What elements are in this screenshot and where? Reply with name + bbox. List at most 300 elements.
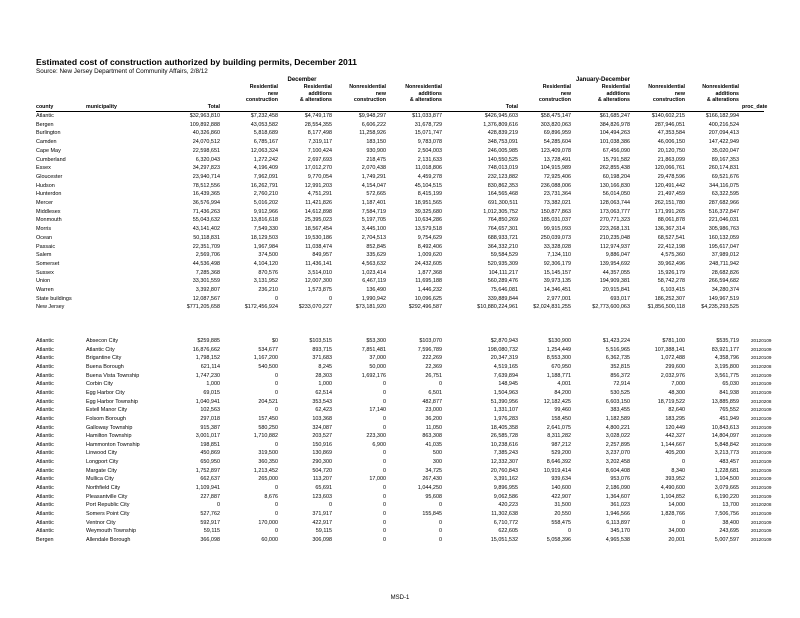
cell-ytd-res-new: 8,311,282 [547, 433, 571, 440]
cell-nonres-add: 9,754,629 [417, 234, 442, 241]
cell-total: 43,141,402 [192, 226, 220, 233]
cell-res-add: 11,038,474 [305, 243, 332, 250]
county-row [0, 121, 800, 129]
county-row [0, 182, 800, 190]
cell-ytd-nonres-add: 149,967,519 [708, 295, 739, 302]
cell-ytd-res-new: 158,450 [551, 415, 571, 422]
cell-total: 1,798,152 [195, 355, 220, 362]
cell-ytd-nonres-new: 262,151,780 [654, 200, 685, 206]
cell-ytd-res-new: 99,460 [554, 407, 571, 414]
cell-total: 1,000 [206, 381, 220, 388]
cell-ytd-res-new: 23,731,364 [543, 191, 571, 198]
col-nonres-new: Nonresidential new construction [349, 84, 386, 104]
page-footer: MSD-1 [390, 595, 410, 601]
cell-res-new: 43,053,582 [250, 121, 278, 128]
cell-nonres-new: 0 [382, 502, 386, 509]
cell-ytd-res-new: 69,896,959 [543, 130, 571, 137]
cell-nonres-new: 0 [382, 519, 386, 526]
cell-ytd-nonres-add: 287,682,966 [708, 200, 739, 206]
cell-county: Atlantic [36, 528, 54, 535]
cell-ytd-nonres-new: 20,120,750 [657, 147, 685, 154]
cell-res-add: 113,207 [312, 476, 332, 483]
cell-nonres-add: 18,951,565 [414, 200, 442, 206]
cell-proc-date: 20120109 [751, 415, 772, 421]
cell-ytd-res-add: 72,914 [613, 381, 630, 388]
county-row [0, 286, 800, 294]
cell-nonres-add: 13,579,518 [414, 226, 442, 233]
cell-ytd-total: 12,332,307 [490, 459, 518, 466]
county-row [0, 173, 800, 181]
county-row [0, 251, 800, 259]
municipality-row [0, 467, 800, 475]
cell-nonres-add: 10,634,286 [414, 217, 442, 224]
cell-res-add: 17,012,270 [304, 165, 332, 172]
cell-ytd-nonres-add: 28,682,826 [711, 269, 739, 276]
cell-res-new: 0 [274, 485, 278, 492]
cell-ytd-res-add: 112,974,937 [600, 243, 630, 250]
cell-ytd-res-new: 84,200 [554, 389, 571, 396]
cell-ytd-res-new: 92,306,179 [543, 260, 571, 267]
cell-ytd-total: 26,585,728 [490, 433, 518, 440]
cell-nonres-new: 6,467,119 [362, 278, 386, 285]
cell-total: 198,851 [200, 441, 220, 448]
cell-nonres-add: 34,725 [425, 467, 442, 474]
cell-res-new: 204,521 [258, 398, 278, 405]
cell-proc-date: 20120109 [751, 433, 772, 439]
cell-nonres-add: 0 [438, 528, 442, 535]
cell-total: 24,070,512 [192, 139, 220, 146]
cell-ytd-res-add: $61,685,247 [599, 113, 630, 119]
cell-ytd-nonres-add: 483,457 [719, 459, 739, 466]
cell-ytd-nonres-new: 120,066,761 [654, 165, 685, 172]
cell-nonres-add: 22,369 [425, 363, 442, 370]
cell-ytd-res-add: 2,186,090 [605, 485, 630, 492]
cell-county: State buildings [36, 295, 72, 302]
cell-proc-date: 20120109 [751, 424, 772, 430]
cell-nonres-new: 6,606,222 [361, 121, 386, 128]
cell-res-new: 1,967,984 [253, 243, 278, 250]
cell-ytd-total: 764,657,301 [487, 226, 518, 233]
cell-county: Atlantic [36, 346, 54, 353]
cell-ytd-nonres-add: 34,280,374 [711, 287, 739, 293]
cell-ytd-nonres-add: 83,921,177 [711, 346, 739, 353]
cell-nonres-new: 5,197,705 [361, 217, 386, 224]
cell-ytd-res-add: 5,516,965 [605, 346, 630, 353]
cell-proc-date: 20120109 [751, 459, 772, 465]
cell-nonres-new: $9,948,297 [358, 113, 386, 119]
cell-ytd-res-add: 128,063,744 [599, 200, 630, 206]
municipality-row [0, 337, 800, 345]
cell-nonres-new: 930,900 [366, 147, 386, 154]
cell-ytd-res-add: 3,028,022 [605, 433, 630, 440]
cell-ytd-res-add: 361,023 [610, 502, 630, 509]
cell-res-new: 1,167,200 [253, 355, 278, 362]
cell-nonres-add: 0 [438, 519, 442, 526]
cell-res-new: 0 [274, 511, 278, 517]
cell-total: 69,015 [203, 389, 220, 396]
cell-ytd-total: 364,332,210 [487, 243, 518, 250]
cell-nonres-new: 37,000 [369, 355, 386, 362]
cell-nonres-add: 155,845 [422, 511, 442, 517]
cell-ytd-res-new: 54,285,604 [543, 139, 571, 146]
cell-municipality: Hamilton Township [86, 433, 132, 440]
cell-ytd-res-add: $1,423,224 [602, 338, 630, 344]
cell-total: 71,436,263 [192, 208, 220, 215]
cell-ytd-total: 148,945 [498, 381, 518, 388]
cell-nonres-new: $53,300 [366, 338, 386, 344]
cell-nonres-add: 95,608 [425, 493, 442, 500]
cell-ytd-nonres-new: 39,962,496 [657, 260, 685, 267]
cell-res-new: 0 [274, 389, 278, 396]
cell-nonres-new: 0 [382, 398, 386, 405]
cell-res-add: 353,543 [312, 398, 332, 405]
cell-ytd-res-new: 422,907 [551, 493, 571, 500]
cell-ytd-total: 348,753,091 [487, 139, 518, 146]
cell-ytd-total: 9,062,586 [493, 493, 518, 500]
cell-ytd-res-new: 558,475 [551, 519, 571, 526]
municipality-row [0, 415, 800, 423]
cell-ytd-res-add: 6,603,150 [605, 398, 630, 405]
cell-ytd-res-new: 1,254,449 [546, 346, 571, 353]
cell-ytd-nonres-add: 63,322,595 [711, 191, 739, 198]
cell-proc-date: 20120109 [751, 346, 772, 352]
cell-ytd-total: $10,880,224,961 [477, 304, 518, 311]
cell-ytd-nonres-add: 243,695 [719, 528, 739, 535]
cell-res-new: 8,676 [264, 493, 278, 500]
cell-nonres-new: 1,749,291 [361, 173, 386, 180]
cell-ytd-res-add: 1,182,589 [605, 415, 630, 422]
cell-nonres-new: 136,490 [366, 287, 386, 293]
cell-ytd-nonres-add: $4,235,293,525 [701, 304, 739, 311]
cell-municipality: Egg Harbor City [86, 389, 125, 396]
cell-nonres-new: 1,990,942 [361, 295, 386, 302]
cell-nonres-add: 8,492,406 [417, 243, 442, 250]
cell-res-add: 1,000 [318, 381, 332, 388]
cell-total: 22,598,651 [192, 147, 220, 154]
cell-ytd-nonres-add: 5,007,597 [714, 536, 739, 543]
cell-ytd-nonres-new: 120,491,442 [654, 182, 685, 189]
cell-res-add: 19,530,186 [304, 234, 332, 241]
municipality-row [0, 363, 800, 371]
cell-ytd-res-new: 33,328,028 [543, 243, 571, 250]
cell-ytd-res-add: 101,038,386 [599, 139, 630, 146]
cell-ytd-res-new: 39,973,135 [543, 278, 571, 285]
cell-county: Ocean [36, 234, 53, 241]
cell-ytd-res-new: 1,188,771 [546, 372, 571, 379]
cell-ytd-res-add: 3,202,458 [605, 459, 630, 466]
cell-nonres-add: 267,430 [422, 476, 442, 483]
county-row [0, 243, 800, 251]
cell-res-add: $4,749,178 [304, 113, 332, 119]
cell-county: Atlantic [36, 450, 54, 457]
cell-ytd-total: 764,850,269 [487, 217, 518, 224]
cell-total: $259,885 [197, 338, 220, 344]
cell-ytd-nonres-new: 4,490,600 [660, 485, 685, 492]
cell-res-new: 16,262,791 [250, 182, 278, 189]
cell-total: 34,297,823 [192, 165, 220, 172]
cell-nonres-add: 6,501 [428, 389, 442, 396]
cell-ytd-res-add: 1,364,607 [605, 493, 630, 500]
cell-county: Atlantic [36, 485, 54, 492]
cell-ytd-res-add: 130,166,830 [599, 182, 630, 189]
cell-total: 102,563 [200, 407, 220, 414]
cell-ytd-res-add: $2,773,600,063 [592, 304, 630, 311]
cell-ytd-nonres-add: 65,030 [722, 381, 739, 388]
cell-res-new: 7,962,091 [253, 173, 278, 180]
cell-ytd-nonres-new: 21,863,099 [657, 156, 685, 163]
col-res-add: Residential additions & alterations [299, 84, 332, 104]
cell-county: Cumberland [36, 156, 66, 163]
cell-ytd-nonres-add: 69,521,676 [711, 173, 739, 180]
cell-total: 527,762 [200, 511, 220, 517]
cell-ytd-nonres-add: 3,195,800 [714, 363, 739, 370]
cell-nonres-add: 1,009,620 [417, 252, 442, 259]
cell-ytd-res-new: 2,641,075 [546, 424, 571, 431]
cell-county: Sussex [36, 269, 54, 276]
cell-ytd-total: 75,646,081 [490, 287, 518, 293]
cell-ytd-res-new: $130,900 [548, 338, 571, 344]
cell-res-new: 5,016,202 [253, 200, 278, 206]
cell-ytd-res-add: 139,954,692 [599, 260, 630, 267]
cell-ytd-nonres-new: 34,000 [668, 528, 685, 535]
cell-municipality: Absecon City [86, 338, 119, 344]
municipality-row [0, 346, 800, 354]
cell-ytd-nonres-new: 82,640 [668, 407, 685, 414]
cell-total: $32,963,810 [189, 113, 220, 119]
cell-ytd-nonres-add: 221,046,031 [708, 217, 739, 224]
cell-total: 16,439,365 [192, 191, 220, 198]
cell-ytd-res-add: 4,965,538 [605, 536, 630, 543]
cell-nonres-add: 8,415,199 [417, 191, 442, 198]
cell-nonres-add: 482,877 [422, 398, 442, 405]
cell-ytd-nonres-add: 10,843,613 [711, 424, 739, 431]
cell-nonres-add: 11,018,806 [415, 165, 442, 172]
cell-res-new: 7,549,330 [253, 226, 278, 233]
municipality-row [0, 380, 800, 388]
cell-ytd-nonres-add: 248,711,942 [709, 260, 739, 267]
cell-total: 3,392,807 [195, 287, 220, 293]
cell-res-new: 2,760,210 [253, 191, 278, 198]
cell-ytd-total: 1,012,305,752 [483, 208, 518, 215]
cell-total: 59,115 [203, 528, 220, 535]
cell-nonres-add: $292,496,587 [408, 304, 442, 311]
cell-county: Atlantic [36, 355, 54, 362]
cell-ytd-nonres-add: 37,989,012 [711, 252, 739, 259]
cell-ytd-res-new: 12,182,425 [543, 398, 571, 405]
col-nonres-add: Nonresidential additions & alterations [405, 84, 442, 104]
cell-county: Atlantic [36, 415, 54, 422]
cell-ytd-nonres-new: $781,100 [662, 338, 685, 344]
cell-res-add: 150,916 [312, 441, 332, 448]
cell-ytd-res-new: 8,553,300 [546, 355, 571, 362]
cell-nonres-new: 50,000 [369, 363, 386, 370]
cell-ytd-res-add: 44,357,055 [602, 269, 630, 276]
cell-res-add: 203,527 [312, 433, 332, 440]
cell-ytd-total: $2,870,943 [490, 338, 518, 344]
cell-nonres-new: 335,629 [366, 252, 386, 259]
cell-ytd-nonres-add: 4,358,796 [714, 355, 739, 362]
cell-ytd-nonres-add: 13,700 [722, 502, 739, 509]
cell-total: 662,637 [200, 476, 220, 483]
municipality-row [0, 458, 800, 466]
cell-ytd-nonres-add: 35,020,047 [711, 147, 739, 154]
cell-ytd-res-add: 270,771,323 [599, 217, 630, 224]
cell-ytd-res-new: 73,382,021 [543, 200, 571, 206]
cell-ytd-nonres-new: 21,497,459 [657, 191, 685, 198]
cell-ytd-nonres-new: 18,719,522 [657, 398, 685, 405]
county-row [0, 277, 800, 285]
cell-nonres-new: 218,475 [366, 156, 386, 163]
cell-res-new: 170,000 [258, 519, 278, 526]
cell-ytd-res-new: $58,475,147 [540, 113, 571, 119]
municipality-row [0, 389, 800, 397]
cell-res-new: 1,213,452 [253, 467, 278, 474]
cell-county: Cape May [36, 147, 61, 154]
cell-ytd-total: 622,605 [498, 528, 518, 535]
cell-ytd-total: 164,565,468 [487, 191, 518, 198]
cell-ytd-res-add: 3,237,070 [605, 450, 630, 457]
cell-ytd-res-add: 352,815 [610, 363, 630, 370]
cell-ytd-total: 20,760,843 [490, 467, 518, 474]
cell-ytd-res-add: 1,946,566 [605, 511, 630, 517]
cell-total: 227,887 [200, 493, 220, 500]
cell-ytd-res-add: 262,855,438 [599, 165, 630, 172]
cell-res-new: 580,250 [258, 424, 278, 431]
cell-nonres-new: 17,140 [369, 407, 386, 414]
cell-nonres-new: 1,187,401 [361, 200, 386, 206]
cell-ytd-res-add: 20,915,841 [602, 287, 630, 293]
cell-ytd-nonres-add: 266,594,682 [708, 278, 739, 285]
cell-ytd-res-new: 10,919,414 [543, 467, 571, 474]
cell-nonres-add: 1,044,250 [417, 485, 442, 492]
cell-county: Atlantic [36, 433, 54, 440]
cell-nonres-new: 0 [382, 511, 386, 517]
col-res-new: Residential new construction [245, 84, 278, 104]
cell-ytd-res-new: 5,058,396 [546, 536, 571, 543]
cell-nonres-new: 0 [382, 389, 386, 396]
cell-ytd-nonres-new: 1,144,667 [660, 441, 685, 448]
cell-ytd-total: $426,945,603 [484, 113, 518, 119]
municipality-row [0, 449, 800, 457]
cell-county: Burlington [36, 130, 61, 137]
cell-res-add: 2,697,693 [307, 156, 332, 163]
cell-ytd-nonres-add: 260,174,831 [708, 165, 739, 172]
cell-ytd-nonres-add: $166,182,994 [705, 113, 739, 119]
cell-total: 297,018 [200, 415, 220, 422]
municipality-row [0, 493, 800, 501]
cell-ytd-nonres-new: 8,340 [671, 467, 685, 474]
cell-municipality: Margate City [86, 467, 117, 474]
cell-ytd-res-new: 123,409,078 [540, 147, 571, 154]
cell-ytd-res-new: 150,877,863 [540, 208, 571, 215]
cell-municipality: Somers Point City [86, 511, 130, 517]
cell-nonres-new: 0 [382, 415, 386, 422]
county-row [0, 234, 800, 242]
cell-total: 1,747,230 [195, 372, 220, 379]
cell-res-add: 324,087 [312, 424, 332, 431]
cell-total: 621,114 [200, 363, 220, 370]
cell-municipality: Atlantic City [86, 346, 115, 353]
cell-res-new: 157,450 [258, 415, 278, 422]
cell-municipality: Weymouth Township [86, 528, 136, 535]
cell-ytd-res-add: 8,604,408 [605, 467, 630, 474]
cell-ytd-nonres-new: 171,991,265 [654, 208, 685, 215]
municipality-row [0, 510, 800, 518]
cell-municipality: Buena Vista Township [86, 372, 140, 379]
cell-res-add: 371,917 [312, 511, 332, 517]
cell-nonres-new: 0 [382, 459, 386, 466]
cell-ytd-total: 140,550,525 [487, 156, 518, 163]
cell-ytd-total: 51,390,956 [490, 398, 518, 405]
cell-ytd-nonres-new: 136,367,314 [654, 226, 685, 233]
cell-nonres-add: 23,000 [425, 407, 442, 414]
cell-proc-date: 20120208 [751, 363, 772, 369]
cell-county: Atlantic [36, 502, 54, 509]
cell-res-add: 8,177,498 [307, 130, 332, 137]
cell-nonres-add: 24,432,605 [414, 260, 442, 267]
municipality-row [0, 432, 800, 440]
cell-ytd-res-new: 140,600 [551, 485, 571, 492]
cell-ytd-res-add: 693,017 [610, 295, 630, 302]
cell-ytd-res-new: 8,646,392 [546, 459, 571, 466]
county-row [0, 147, 800, 155]
cell-proc-date: 20120109 [751, 519, 772, 525]
cell-res-new: 4,104,120 [253, 260, 278, 267]
col-ytd-nonres-new: Nonresidential new construction [648, 84, 685, 104]
cell-ytd-nonres-new: 15,926,179 [657, 269, 685, 276]
cell-ytd-nonres-add: 7,506,756 [714, 511, 739, 517]
cell-proc-date: 20120208 [751, 398, 772, 404]
cell-nonres-new: 0 [382, 381, 386, 388]
cell-res-new: 13,816,618 [250, 217, 278, 224]
cell-ytd-total: 198,080,732 [487, 346, 518, 353]
cell-total: 650,950 [200, 459, 220, 466]
cell-nonres-add: 0 [438, 536, 442, 543]
cell-ytd-nonres-add: 1,104,500 [714, 476, 739, 483]
col-ytd-total: Total [505, 104, 518, 110]
cell-proc-date: 20120109 [751, 441, 772, 447]
cell-nonres-new: 0 [382, 485, 386, 492]
cell-county: Atlantic [36, 441, 54, 448]
cell-ytd-nonres-add: 147,422,949 [708, 139, 739, 146]
cell-county: Atlantic [36, 519, 54, 526]
cell-ytd-nonres-new: 7,000 [671, 381, 685, 388]
cell-ytd-total: 688,933,721 [487, 234, 518, 241]
cell-ytd-nonres-new: 405,200 [665, 450, 685, 457]
cell-county: Atlantic [36, 476, 54, 483]
cell-municipality: Allendale Borough [86, 536, 131, 543]
cell-res-add: 290,300 [312, 459, 332, 466]
municipality-row [0, 398, 800, 406]
cell-res-new: 12,063,324 [250, 147, 278, 154]
cell-municipality: Port Republic City [86, 502, 130, 509]
cell-ytd-total: 520,935,309 [487, 260, 518, 267]
cell-res-add: 123,603 [312, 493, 332, 500]
cell-res-new: 374,500 [258, 252, 278, 259]
cell-nonres-new: 0 [382, 493, 386, 500]
cell-ytd-res-new: 99,915,093 [543, 226, 571, 233]
cell-county: Camden [36, 139, 57, 146]
county-row [0, 190, 800, 198]
cell-proc-date: 20120109 [751, 493, 772, 499]
cell-municipality: Northfield City [86, 485, 121, 492]
cell-county: Atlantic [36, 338, 54, 344]
cell-county: Warren [36, 287, 54, 293]
county-row [0, 225, 800, 233]
cell-nonres-add: 11,050 [425, 424, 442, 431]
cell-ytd-total: 20,347,319 [490, 355, 518, 362]
cell-county: Passaic [36, 243, 56, 250]
